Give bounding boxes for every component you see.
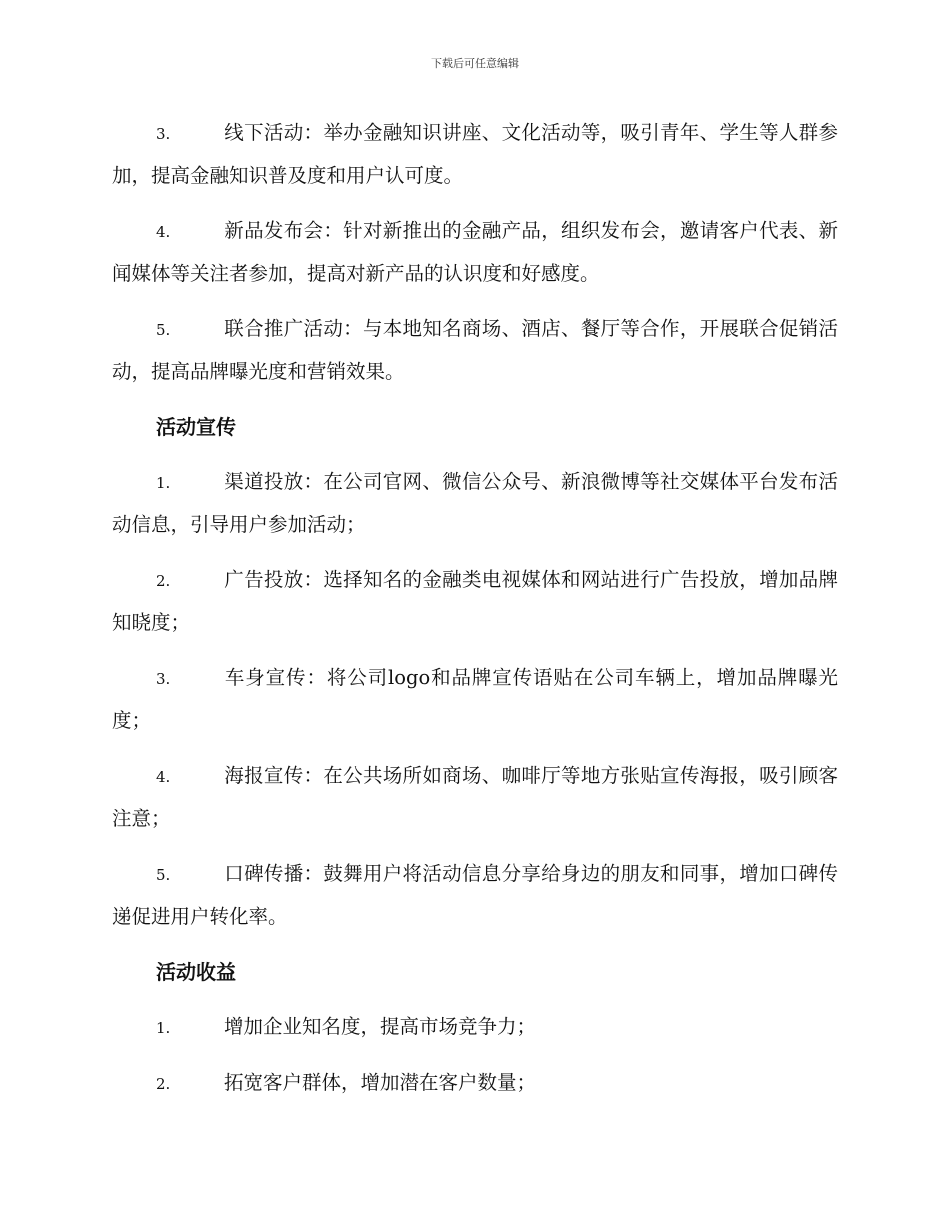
page-header: 下载后可任意编辑	[431, 57, 519, 70]
list-item-number: 2.	[156, 572, 171, 590]
list-item-text: 联合推广活动：与本地知名商场、酒店、餐厅等合作，开展联合促销活动，提高品牌曝光度和营销效果。	[112, 317, 838, 383]
list-item-text: 海报宣传：在公共场所如商场、咖啡厅等地方张贴宣传海报，吸引顾客注意；	[112, 764, 838, 830]
list-item-number: 4.	[156, 768, 171, 786]
list-item-number: 4.	[156, 223, 171, 241]
list-item-text: 渠道投放：在公司官网、微信公众号、新浪微博等社交媒体平台发布活动信息，引导用户参加活动；	[112, 470, 838, 536]
list-item	[112, 755, 838, 840]
list-item-number: 5.	[156, 866, 171, 884]
section-heading: 活动宣传	[156, 415, 236, 439]
list-item-text: 口碑传播：鼓舞用户将活动信息分享给身边的朋友和同事，增加口碑传递促进用户转化率。	[112, 862, 838, 928]
list-item-number: 3.	[156, 670, 171, 688]
document-body	[112, 112, 838, 1118]
list-item	[112, 461, 838, 546]
list-item-text: 广告投放：选择知名的金融类电视媒体和网站进行广告投放，增加品牌知晓度；	[112, 568, 838, 634]
list-item-text: 拓宽客户群体，增加潜在客户数量；	[224, 1071, 537, 1094]
list-item-text: 新品发布会：针对新推出的金融产品，组织发布会，邀请客户代表、新闻媒体等关注者参加，提高对新产品的认识度和好感度。	[112, 219, 838, 285]
list-item-number: 1.	[156, 474, 171, 492]
list-item	[112, 1006, 838, 1049]
list-item	[112, 1062, 838, 1105]
list-item-text: 增加企业知名度，提高市场竞争力；	[224, 1015, 537, 1038]
list-item-number: 3.	[156, 125, 171, 143]
section-heading: 活动收益	[156, 960, 236, 984]
list-item	[112, 210, 838, 295]
list-item	[112, 308, 838, 393]
list-item-text: 车身宣传：将公司logo和品牌宣传语贴在公司车辆上，增加品牌曝光度；	[112, 666, 838, 732]
list-item	[112, 559, 838, 644]
list-item	[112, 657, 838, 742]
list-item-number: 2.	[156, 1075, 171, 1093]
list-item-number: 5.	[156, 321, 171, 339]
list-item-number: 1.	[156, 1019, 171, 1037]
list-item-text: 线下活动：举办金融知识讲座、文化活动等，吸引青年、学生等人群参加，提高金融知识普及度和用户认可度。	[112, 121, 838, 187]
list-item	[112, 853, 838, 938]
list-item	[112, 112, 838, 197]
